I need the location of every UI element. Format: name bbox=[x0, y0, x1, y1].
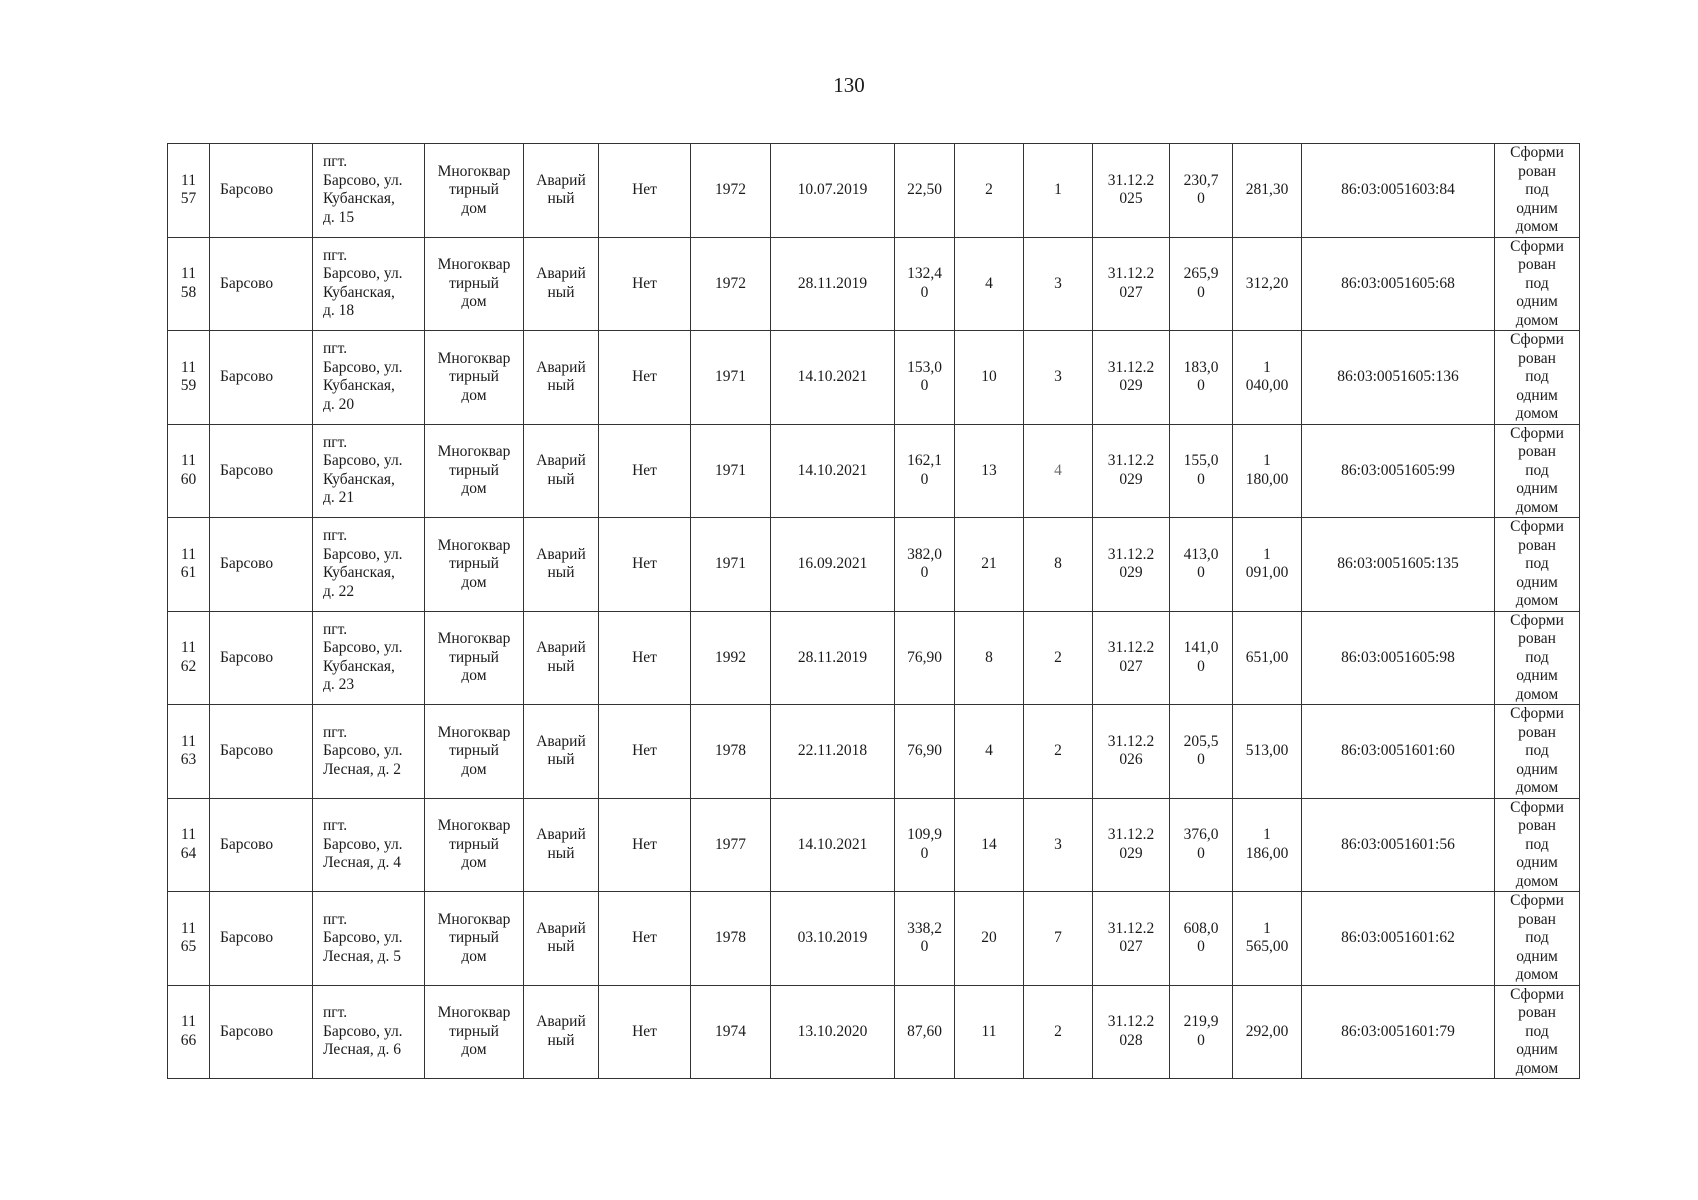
address-cell: пгт. Барсово, ул. Кубанская, д. 23 bbox=[313, 611, 425, 705]
apartments-count-cell: 2 bbox=[1024, 705, 1093, 799]
apartments-count-cell: 3 bbox=[1024, 237, 1093, 331]
building-type-cell: Многоквар тирный дом bbox=[425, 237, 524, 331]
settlement-cell: Барсово bbox=[210, 144, 313, 238]
table-row bbox=[168, 331, 1580, 425]
recognition-date-cell: 14.10.2021 bbox=[771, 424, 895, 518]
building-type-cell: Многоквар тирный дом bbox=[425, 144, 524, 238]
cadastral-number-cell: 86:03:0051605:68 bbox=[1302, 237, 1495, 331]
apartments-count-cell: 7 bbox=[1024, 892, 1093, 986]
total-area-cell: 413,0 0 bbox=[1170, 518, 1233, 612]
apartments-count-cell: 1 bbox=[1024, 144, 1093, 238]
status-cell: Аварий ный bbox=[524, 798, 599, 892]
flag-cell: Нет bbox=[599, 518, 691, 612]
area-cell: 109,9 0 bbox=[895, 798, 955, 892]
table-row bbox=[168, 611, 1580, 705]
address-cell: пгт. Барсово, ул. Лесная, д. 6 bbox=[313, 985, 425, 1079]
housing-registry-table bbox=[167, 143, 1580, 1079]
settlement-cell: Барсово bbox=[210, 237, 313, 331]
residents-count-cell: 11 bbox=[955, 985, 1024, 1079]
deadline-cell: 31.12.2 027 bbox=[1093, 611, 1170, 705]
note-cell: Сформи рован под одним домом bbox=[1495, 424, 1580, 518]
residents-count-cell: 2 bbox=[955, 144, 1024, 238]
settlement-cell: Барсово bbox=[210, 798, 313, 892]
recognition-date-cell: 13.10.2020 bbox=[771, 985, 895, 1079]
apartments-count-cell: 3 bbox=[1024, 331, 1093, 425]
deadline-cell: 31.12.2 029 bbox=[1093, 331, 1170, 425]
land-area-cell: 513,00 bbox=[1233, 705, 1302, 799]
total-area-cell: 230,7 0 bbox=[1170, 144, 1233, 238]
address-cell: пгт. Барсово, ул. Лесная, д. 2 bbox=[313, 705, 425, 799]
land-area-cell: 1 040,00 bbox=[1233, 331, 1302, 425]
total-area-cell: 155,0 0 bbox=[1170, 424, 1233, 518]
note-cell: Сформи рован под одним домом bbox=[1495, 985, 1580, 1079]
land-area-cell: 292,00 bbox=[1233, 985, 1302, 1079]
status-cell: Аварий ный bbox=[524, 611, 599, 705]
year-cell: 1978 bbox=[691, 892, 771, 986]
building-type-cell: Многоквар тирный дом bbox=[425, 798, 524, 892]
residents-count-cell: 4 bbox=[955, 705, 1024, 799]
table-row bbox=[168, 705, 1580, 799]
deadline-cell: 31.12.2 027 bbox=[1093, 237, 1170, 331]
deadline-cell: 31.12.2 029 bbox=[1093, 518, 1170, 612]
recognition-date-cell: 14.10.2021 bbox=[771, 798, 895, 892]
apartments-count-cell: 3 bbox=[1024, 798, 1093, 892]
recognition-date-cell: 28.11.2019 bbox=[771, 611, 895, 705]
residents-count-cell: 13 bbox=[955, 424, 1024, 518]
cadastral-number-cell: 86:03:0051601:60 bbox=[1302, 705, 1495, 799]
settlement-cell: Барсово bbox=[210, 892, 313, 986]
settlement-cell: Барсово bbox=[210, 705, 313, 799]
cadastral-number-cell: 86:03:0051605:136 bbox=[1302, 331, 1495, 425]
area-cell: 162,1 0 bbox=[895, 424, 955, 518]
cadastral-number-cell: 86:03:0051601:56 bbox=[1302, 798, 1495, 892]
area-cell: 132,4 0 bbox=[895, 237, 955, 331]
table-row bbox=[168, 892, 1580, 986]
flag-cell: Нет bbox=[599, 144, 691, 238]
cadastral-number-cell: 86:03:0051601:62 bbox=[1302, 892, 1495, 986]
address-cell: пгт. Барсово, ул. Кубанская, д. 22 bbox=[313, 518, 425, 612]
area-cell: 22,50 bbox=[895, 144, 955, 238]
land-area-cell: 651,00 bbox=[1233, 611, 1302, 705]
recognition-date-cell: 28.11.2019 bbox=[771, 237, 895, 331]
page-number: 130 bbox=[833, 73, 865, 97]
apartments-count-cell: 2 bbox=[1024, 985, 1093, 1079]
building-type-cell: Многоквар тирный дом bbox=[425, 424, 524, 518]
row-number-cell: 11 58 bbox=[168, 237, 210, 331]
total-area-cell: 376,0 0 bbox=[1170, 798, 1233, 892]
deadline-cell: 31.12.2 028 bbox=[1093, 985, 1170, 1079]
address-cell: пгт. Барсово, ул. Лесная, д. 5 bbox=[313, 892, 425, 986]
note-cell: Сформи рован под одним домом bbox=[1495, 892, 1580, 986]
flag-cell: Нет bbox=[599, 237, 691, 331]
land-area-cell: 1 180,00 bbox=[1233, 424, 1302, 518]
row-number-cell: 11 66 bbox=[168, 985, 210, 1079]
settlement-cell: Барсово bbox=[210, 331, 313, 425]
cadastral-number-cell: 86:03:0051605:99 bbox=[1302, 424, 1495, 518]
note-cell: Сформи рован под одним домом bbox=[1495, 705, 1580, 799]
flag-cell: Нет bbox=[599, 892, 691, 986]
residents-count-cell: 8 bbox=[955, 611, 1024, 705]
year-cell: 1971 bbox=[691, 424, 771, 518]
total-area-cell: 205,5 0 bbox=[1170, 705, 1233, 799]
land-area-cell: 281,30 bbox=[1233, 144, 1302, 238]
cadastral-number-cell: 86:03:0051601:79 bbox=[1302, 985, 1495, 1079]
table-row bbox=[168, 237, 1580, 331]
row-number-cell: 11 64 bbox=[168, 798, 210, 892]
residents-count-cell: 20 bbox=[955, 892, 1024, 986]
area-cell: 76,90 bbox=[895, 611, 955, 705]
status-cell: Аварий ный bbox=[524, 237, 599, 331]
address-cell: пгт. Барсово, ул. Кубанская, д. 18 bbox=[313, 237, 425, 331]
settlement-cell: Барсово bbox=[210, 985, 313, 1079]
year-cell: 1977 bbox=[691, 798, 771, 892]
status-cell: Аварий ный bbox=[524, 518, 599, 612]
flag-cell: Нет bbox=[599, 798, 691, 892]
status-cell: Аварий ный bbox=[524, 705, 599, 799]
note-cell: Сформи рован под одним домом bbox=[1495, 611, 1580, 705]
area-cell: 87,60 bbox=[895, 985, 955, 1079]
recognition-date-cell: 14.10.2021 bbox=[771, 331, 895, 425]
total-area-cell: 265,9 0 bbox=[1170, 237, 1233, 331]
address-cell: пгт. Барсово, ул. Лесная, д. 4 bbox=[313, 798, 425, 892]
deadline-cell: 31.12.2 029 bbox=[1093, 424, 1170, 518]
deadline-cell: 31.12.2 026 bbox=[1093, 705, 1170, 799]
building-type-cell: Многоквар тирный дом bbox=[425, 985, 524, 1079]
apartments-count-cell: 4 bbox=[1024, 424, 1093, 518]
note-cell: Сформи рован под одним домом bbox=[1495, 237, 1580, 331]
row-number-cell: 11 59 bbox=[168, 331, 210, 425]
year-cell: 1971 bbox=[691, 518, 771, 612]
land-area-cell: 1 091,00 bbox=[1233, 518, 1302, 612]
building-type-cell: Многоквар тирный дом bbox=[425, 705, 524, 799]
registry-body bbox=[168, 144, 1580, 1079]
address-cell: пгт. Барсово, ул. Кубанская, д. 20 bbox=[313, 331, 425, 425]
apartments-count-cell: 8 bbox=[1024, 518, 1093, 612]
cadastral-number-cell: 86:03:0051605:98 bbox=[1302, 611, 1495, 705]
note-cell: Сформи рован под одним домом bbox=[1495, 518, 1580, 612]
note-cell: Сформи рован под одним домом bbox=[1495, 798, 1580, 892]
row-number-cell: 11 62 bbox=[168, 611, 210, 705]
flag-cell: Нет bbox=[599, 705, 691, 799]
year-cell: 1972 bbox=[691, 237, 771, 331]
total-area-cell: 608,0 0 bbox=[1170, 892, 1233, 986]
table-row bbox=[168, 518, 1580, 612]
deadline-cell: 31.12.2 029 bbox=[1093, 798, 1170, 892]
year-cell: 1971 bbox=[691, 331, 771, 425]
row-number-cell: 11 63 bbox=[168, 705, 210, 799]
apartments-count-cell: 2 bbox=[1024, 611, 1093, 705]
year-cell: 1978 bbox=[691, 705, 771, 799]
settlement-cell: Барсово bbox=[210, 518, 313, 612]
deadline-cell: 31.12.2 025 bbox=[1093, 144, 1170, 238]
row-number-cell: 11 65 bbox=[168, 892, 210, 986]
status-cell: Аварий ный bbox=[524, 331, 599, 425]
row-number-cell: 11 60 bbox=[168, 424, 210, 518]
status-cell: Аварий ный bbox=[524, 985, 599, 1079]
total-area-cell: 141,0 0 bbox=[1170, 611, 1233, 705]
address-cell: пгт. Барсово, ул. Кубанская, д. 21 bbox=[313, 424, 425, 518]
settlement-cell: Барсово bbox=[210, 424, 313, 518]
year-cell: 1974 bbox=[691, 985, 771, 1079]
total-area-cell: 219,9 0 bbox=[1170, 985, 1233, 1079]
residents-count-cell: 10 bbox=[955, 331, 1024, 425]
residents-count-cell: 4 bbox=[955, 237, 1024, 331]
building-type-cell: Многоквар тирный дом bbox=[425, 518, 524, 612]
flag-cell: Нет bbox=[599, 985, 691, 1079]
status-cell: Аварий ный bbox=[524, 424, 599, 518]
status-cell: Аварий ный bbox=[524, 892, 599, 986]
flag-cell: Нет bbox=[599, 331, 691, 425]
flag-cell: Нет bbox=[599, 424, 691, 518]
building-type-cell: Многоквар тирный дом bbox=[425, 331, 524, 425]
table-row bbox=[168, 144, 1580, 238]
address-cell: пгт. Барсово, ул. Кубанская, д. 15 bbox=[313, 144, 425, 238]
row-number-cell: 11 57 bbox=[168, 144, 210, 238]
cadastral-number-cell: 86:03:0051603:84 bbox=[1302, 144, 1495, 238]
note-cell: Сформи рован под одним домом bbox=[1495, 144, 1580, 238]
row-number-cell: 11 61 bbox=[168, 518, 210, 612]
deadline-cell: 31.12.2 027 bbox=[1093, 892, 1170, 986]
total-area-cell: 183,0 0 bbox=[1170, 331, 1233, 425]
residents-count-cell: 14 bbox=[955, 798, 1024, 892]
land-area-cell: 312,20 bbox=[1233, 237, 1302, 331]
recognition-date-cell: 03.10.2019 bbox=[771, 892, 895, 986]
residents-count-cell: 21 bbox=[955, 518, 1024, 612]
building-type-cell: Многоквар тирный дом bbox=[425, 892, 524, 986]
area-cell: 153,0 0 bbox=[895, 331, 955, 425]
table-row bbox=[168, 424, 1580, 518]
area-cell: 338,2 0 bbox=[895, 892, 955, 986]
area-cell: 76,90 bbox=[895, 705, 955, 799]
note-cell: Сформи рован под одним домом bbox=[1495, 331, 1580, 425]
building-type-cell: Многоквар тирный дом bbox=[425, 611, 524, 705]
flag-cell: Нет bbox=[599, 611, 691, 705]
table-row bbox=[168, 985, 1580, 1079]
recognition-date-cell: 10.07.2019 bbox=[771, 144, 895, 238]
cadastral-number-cell: 86:03:0051605:135 bbox=[1302, 518, 1495, 612]
land-area-cell: 1 565,00 bbox=[1233, 892, 1302, 986]
year-cell: 1992 bbox=[691, 611, 771, 705]
land-area-cell: 1 186,00 bbox=[1233, 798, 1302, 892]
year-cell: 1972 bbox=[691, 144, 771, 238]
recognition-date-cell: 16.09.2021 bbox=[771, 518, 895, 612]
status-cell: Аварий ный bbox=[524, 144, 599, 238]
area-cell: 382,0 0 bbox=[895, 518, 955, 612]
table-row bbox=[168, 798, 1580, 892]
recognition-date-cell: 22.11.2018 bbox=[771, 705, 895, 799]
settlement-cell: Барсово bbox=[210, 611, 313, 705]
